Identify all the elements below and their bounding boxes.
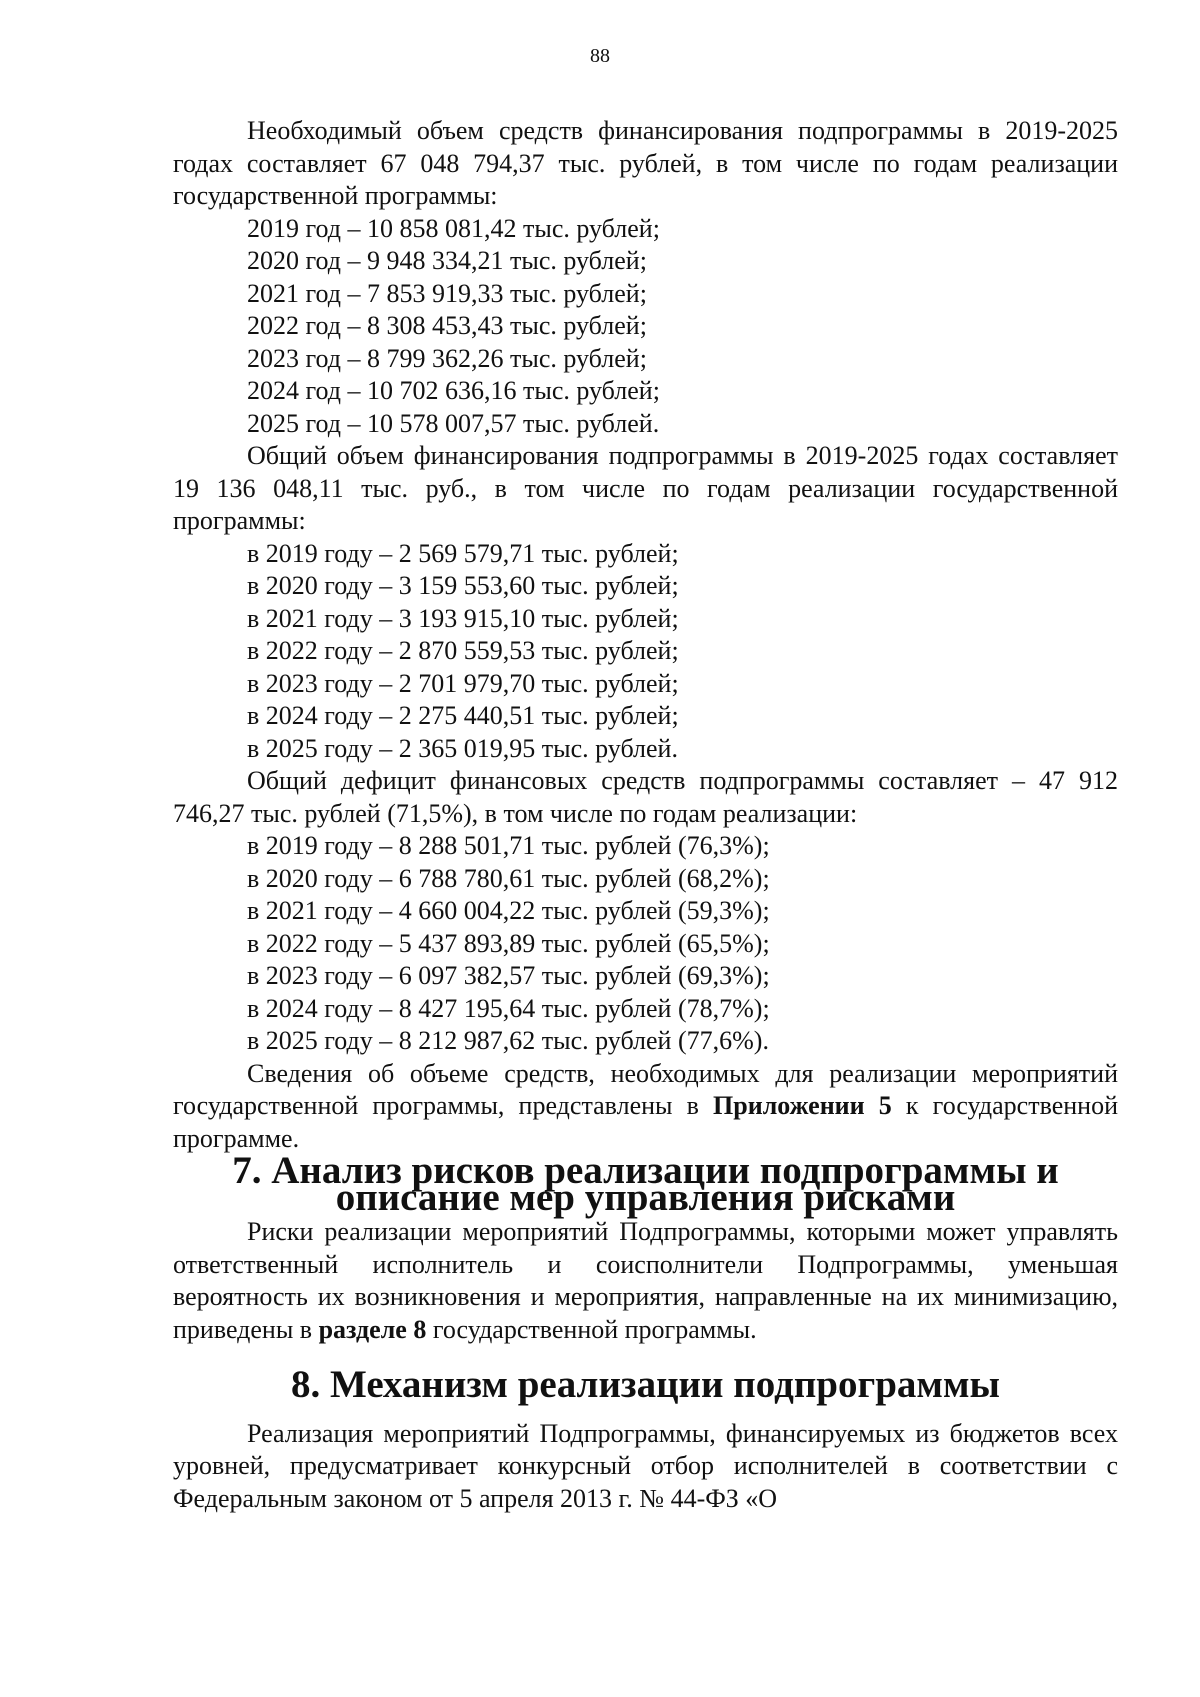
list-item: в 2023 году – 6 097 382,57 тыс. рублей (69,3%); bbox=[247, 961, 770, 990]
list-item: 2024 год – 10 702 636,16 тыс. рублей; bbox=[247, 376, 660, 405]
paragraph-risks bbox=[173, 1216, 1118, 1346]
list-item: 2019 год – 10 858 081,42 тыс. рублей; bbox=[247, 213, 660, 243]
list-total-funding-by-year bbox=[173, 538, 1118, 766]
list-item: в 2019 году – 2 569 579,71 тыс. рублей; bbox=[247, 538, 679, 568]
text-run: к государственной программе. bbox=[173, 1091, 1118, 1153]
list-item: 2022 год – 8 308 453,43 тыс. рублей; bbox=[247, 311, 647, 340]
section-heading-8: 8. Механизм реализации подпрограммы bbox=[291, 1363, 1000, 1406]
list-item: в 2024 году – 8 427 195,64 тыс. рублей (78,7%); bbox=[247, 993, 770, 1023]
list-item: в 2025 году – 2 365 019,95 тыс. рублей. bbox=[247, 733, 678, 763]
list-item: в 2022 году – 2 870 559,53 тыс. рублей; bbox=[247, 636, 679, 665]
section-reference: разделе 8 bbox=[318, 1314, 427, 1344]
list-item: в 2020 году – 6 788 780,61 тыс. рублей (68,2%); bbox=[247, 863, 770, 893]
list-item: 2020 год – 9 948 334,21 тыс. рублей; bbox=[247, 246, 647, 275]
page-number: 88 bbox=[590, 45, 610, 67]
paragraph-appendix-reference bbox=[173, 1058, 1118, 1156]
paragraph-total-funding: Общий объем финансирования подпрограммы в 2019-2025 годах составляет 19 136 048,11 тыс. руб., в том числе по годам реализации государственной программы: bbox=[173, 441, 1118, 535]
list-item: в 2021 году – 3 193 915,10 тыс. рублей; bbox=[247, 603, 679, 633]
list-item: в 2021 году – 4 660 004,22 тыс. рублей (59,3%); bbox=[247, 896, 770, 925]
list-required-funding-by-year bbox=[173, 213, 1118, 441]
list-item: 2021 год – 7 853 919,33 тыс. рублей; bbox=[247, 278, 647, 308]
list-item: 2023 год – 8 799 362,26 тыс. рублей; bbox=[247, 343, 647, 373]
page-content bbox=[173, 115, 1118, 1515]
list-item: в 2020 году – 3 159 553,60 тыс. рублей; bbox=[247, 571, 679, 600]
list-item: в 2022 году – 5 437 893,89 тыс. рублей (65,5%); bbox=[247, 928, 770, 958]
section-heading-7: 7. Анализ рисков реализации подпрограммы и описание мер управления рисками bbox=[232, 1149, 1059, 1219]
list-item: в 2025 году – 8 212 987,62 тыс. рублей (77,6%). bbox=[247, 1026, 769, 1055]
text-run: государственной программы. bbox=[426, 1314, 757, 1344]
text-run: Сведения об объеме средств, необходимых для реализации мероприятий государственной программы, представлены в bbox=[173, 1058, 1118, 1120]
list-deficit-by-year bbox=[173, 830, 1118, 1058]
paragraph-implementation: Реализация мероприятий Подпрограммы, финансируемых из бюджетов всех уровней, предусматривает конкурсный отбор исполнителей в соответствии с Федеральным законом от 5 апреля 2013 г. № 44-ФЗ «О bbox=[173, 1418, 1118, 1513]
list-item: в 2019 году – 8 288 501,71 тыс. рублей (76,3%); bbox=[247, 831, 770, 860]
paragraph-deficit: Общий дефицит финансовых средств подпрограммы составляет – 47 912 746,27 тыс. рублей (71,5%), в том числе по годам реализации: bbox=[173, 766, 1118, 828]
list-item: в 2024 году – 2 275 440,51 тыс. рублей; bbox=[247, 701, 679, 730]
list-item: в 2023 году – 2 701 979,70 тыс. рублей; bbox=[247, 668, 679, 698]
appendix-reference: Приложении 5 bbox=[713, 1091, 892, 1120]
text-run: Риски реализации мероприятий Подпрограммы, которыми может управлять ответственный исполнитель и соисполнители Подпрограммы, уменьшая вероятность их возникновения и мероприятия, направленные на их минимизацию, приведены в bbox=[173, 1217, 1118, 1344]
paragraph-required-funding: Необходимый объем средств финансирования подпрограммы в 2019-2025 годах составляет 67 048 794,37 тыс. рублей, в том числе по годам реализации государственной программы: bbox=[173, 116, 1118, 210]
list-item: 2025 год – 10 578 007,57 тыс. рублей. bbox=[247, 408, 660, 438]
